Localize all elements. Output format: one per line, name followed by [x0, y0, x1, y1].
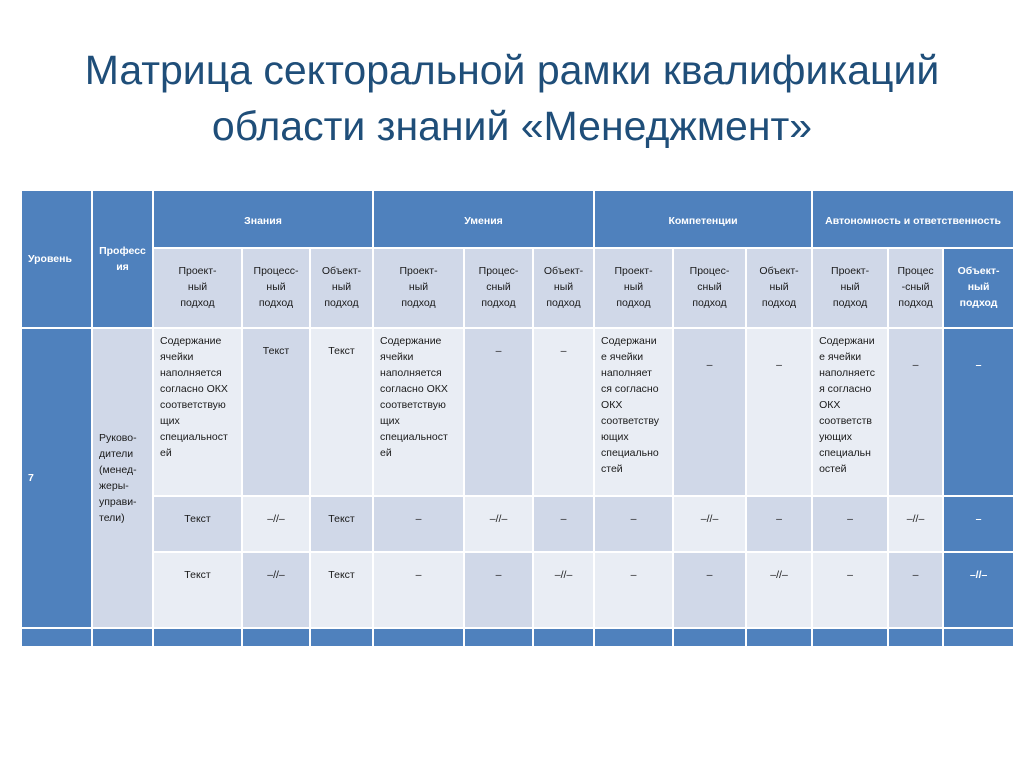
- table-cell: –: [673, 328, 746, 496]
- level-header-cell: [21, 190, 92, 328]
- empty-cell: [533, 628, 594, 647]
- slide-title-line-2: области знаний «Менеджмент»: [211, 103, 813, 149]
- table-cell: Текст: [153, 552, 242, 628]
- profession-header-cell: [92, 190, 153, 328]
- group-header-skills: Умения: [373, 190, 594, 248]
- group-header-knowledge: Знания: [153, 190, 373, 248]
- empty-cell: [92, 628, 153, 647]
- table-cell: –//–: [746, 552, 812, 628]
- table-cell: Текст: [310, 552, 373, 628]
- subheader-cell: Проект- ный подход: [812, 248, 888, 328]
- subheader-cell: Процес- сный подход: [673, 248, 746, 328]
- subheader-cell: Процес -сный подход: [888, 248, 943, 328]
- empty-cell: [812, 628, 888, 647]
- qualification-matrix-table: [20, 189, 1015, 648]
- table-cell: –: [746, 328, 812, 496]
- slide-title: [0, 42, 1024, 154]
- empty-cell: [242, 628, 310, 647]
- table-cell: Текст: [310, 496, 373, 552]
- table-cell: –//–: [673, 496, 746, 552]
- level-cell: [21, 328, 92, 628]
- empty-cell: [888, 628, 943, 647]
- table-cell: Содержани е ячейки наполняет ся согласно ОКХ соответству ющих специально стей: [594, 328, 673, 496]
- table-cell: –: [464, 552, 533, 628]
- table-cell: Содержание ячейки наполняется согласно ОКХ соответствую щих специальност ей: [153, 328, 242, 496]
- table-cell: Текст: [310, 328, 373, 496]
- table-cell: –: [746, 496, 812, 552]
- empty-cell: [673, 628, 746, 647]
- subheader-cell: Процесс- ный подход: [242, 248, 310, 328]
- subheader-cell: Проект- ный подход: [594, 248, 673, 328]
- table-row: [21, 496, 1014, 552]
- table-cell: –//–: [888, 496, 943, 552]
- table-row: [21, 552, 1014, 628]
- subheader-cell: Объект- ный подход: [310, 248, 373, 328]
- table-cell: –: [373, 552, 464, 628]
- profession-header: Професс ия: [99, 245, 146, 273]
- table-cell: –: [812, 552, 888, 628]
- table-cell: –: [533, 496, 594, 552]
- table-cell: Текст: [153, 496, 242, 552]
- table-cell: –: [533, 328, 594, 496]
- table-cell: –: [943, 496, 1014, 552]
- subheader-cell: Процес- сный подход: [464, 248, 533, 328]
- table-cell: Текст: [242, 328, 310, 496]
- subheader-cell: Объект- ный подход: [533, 248, 594, 328]
- subheader-cell: Проект- ный подход: [153, 248, 242, 328]
- subheader-cell: Объект- ный подход: [943, 248, 1014, 328]
- empty-cell: [310, 628, 373, 647]
- table-row: [21, 328, 1014, 496]
- group-header-autonomy: Автономность и ответственность: [812, 190, 1014, 248]
- slide-title-line-1: Матрица секторальной рамки квалификаций: [84, 47, 940, 93]
- group-header-competencies: Компетенции: [594, 190, 812, 248]
- table-cell: –: [373, 496, 464, 552]
- table-cell: –: [943, 328, 1014, 496]
- empty-cell: [464, 628, 533, 647]
- profession-cell: [92, 328, 153, 628]
- empty-cell: [153, 628, 242, 647]
- empty-cell: [746, 628, 812, 647]
- table-cell: –: [888, 328, 943, 496]
- table-cell: –: [812, 496, 888, 552]
- empty-cell: [373, 628, 464, 647]
- table-cell: –: [888, 552, 943, 628]
- table-row-empty: [21, 628, 1014, 647]
- subheader-cell: Проект- ный подход: [373, 248, 464, 328]
- table-cell: –: [673, 552, 746, 628]
- level-header: Уровень: [28, 253, 72, 265]
- profession-value: Руково- дители (менед- жеры- управи- тели): [99, 432, 137, 524]
- table-cell: –//–: [242, 496, 310, 552]
- table-cell: Содержание ячейки наполняется согласно ОКХ соответствую щих специальност ей: [373, 328, 464, 496]
- empty-cell: [943, 628, 1014, 647]
- table-cell: –: [594, 496, 673, 552]
- table-cell: –: [594, 552, 673, 628]
- header-row-groups: [21, 190, 1014, 248]
- empty-cell: [21, 628, 92, 647]
- subheader-cell: Объект- ный подход: [746, 248, 812, 328]
- table-cell: –//–: [242, 552, 310, 628]
- table-cell: Содержани е ячейки наполняетс я согласно ОКХ соответств ующих специальн остей: [812, 328, 888, 496]
- table-cell: –//–: [533, 552, 594, 628]
- empty-cell: [594, 628, 673, 647]
- table-cell: –//–: [464, 496, 533, 552]
- header-row-approaches: [21, 248, 1014, 328]
- table-cell: –: [464, 328, 533, 496]
- table-cell: –//–: [943, 552, 1014, 628]
- level-value: 7: [28, 472, 34, 484]
